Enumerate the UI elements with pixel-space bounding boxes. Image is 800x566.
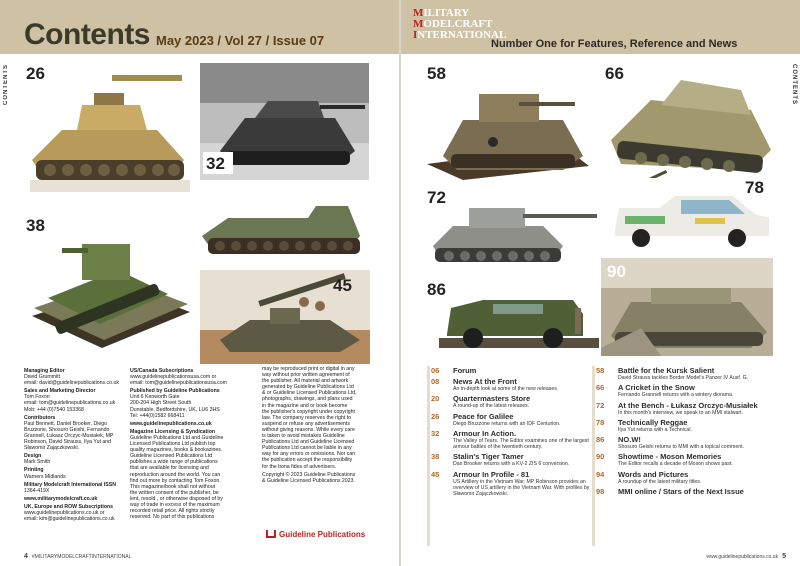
left-side-tab: CONTENTS	[3, 64, 9, 105]
toc-item[interactable]	[594, 487, 784, 496]
toc-page-number: 06	[431, 366, 440, 375]
toc-description: An in-depth look at some of the new releases.	[453, 386, 559, 392]
toc-page-number: 32	[431, 428, 440, 438]
toc-item[interactable]	[429, 452, 601, 467]
right-side-tab: CONTENTS	[791, 64, 797, 105]
toc-description: In this month's interview, we speak to an MMI stalwart.	[618, 409, 743, 416]
legal-line: the publication accept the responsibility	[262, 457, 353, 464]
credit-line: email: tom@guidelinepublications.co.uk	[24, 400, 116, 407]
toc-title: At the Bench - Łukasz Orczyc-Musiałek	[618, 400, 758, 410]
credit-block	[130, 421, 260, 427]
credit-line: find out more by contacting Tom Foxon.	[130, 477, 221, 484]
toc-description: Fernando Grannell returns with a wintery diorama.	[618, 392, 734, 399]
toc-page-number: 26	[431, 411, 440, 421]
credit-heading: Managing Editor	[24, 368, 65, 374]
credit-block	[130, 388, 260, 418]
toc-page-number: 38	[431, 452, 440, 462]
logo-word: ODELCRAFT	[423, 18, 493, 30]
credit-line: This magazine/book shall not without	[130, 483, 216, 490]
website-link[interactable]: www.guidelinepublications.co.uk	[130, 420, 212, 427]
legal-line: the publisher's copyright under copyright	[262, 408, 355, 415]
credits-column-3	[262, 366, 392, 484]
contents-title: Contents	[24, 18, 150, 51]
toc-column-left	[429, 366, 601, 500]
photo-kv-tank	[22, 208, 194, 364]
credit-line: Tom Foxon	[24, 394, 50, 401]
toc-item[interactable]	[429, 366, 601, 375]
toc-title: NO.W!	[618, 435, 641, 445]
toc-title: Peace for Galilee	[453, 411, 514, 421]
photo-number-66: 66	[605, 64, 624, 83]
credit-line: Bruzzone, Shosuro Geishi, Fernando	[24, 426, 110, 433]
toc-item[interactable]	[594, 452, 784, 467]
legal-line: is taken to avoid mistakes Guideline	[262, 433, 345, 440]
toc-page-number: 45	[431, 469, 440, 479]
photo-number-72: 72	[427, 188, 446, 207]
toc-title: Armour In Action.	[453, 428, 517, 438]
photo-number-90: 90	[607, 262, 626, 281]
toc-title: Technically Reggae	[618, 417, 688, 427]
credit-line: email: kim@guidelinepublications.co.uk	[24, 516, 115, 523]
toc-item[interactable]	[594, 418, 784, 433]
toc-title: Armour In Profile - 81	[453, 469, 530, 479]
credit-block	[130, 368, 260, 386]
toc-title: Stalin's Tiger Tamer	[453, 452, 524, 462]
toc-item[interactable]	[429, 394, 601, 409]
credits-column-2	[130, 366, 260, 520]
credit-block	[130, 429, 260, 520]
photo-number-78: 78	[745, 178, 764, 197]
credit-heading: UK, Europe and ROW Subscriptions	[24, 503, 114, 510]
photo-artillery	[200, 270, 370, 364]
credit-line: 200-204 High Street South	[130, 400, 192, 407]
toc-item[interactable]	[594, 435, 784, 450]
photo-winter-vehicle	[601, 60, 776, 178]
credit-line: www.guidelinepublications.co.uk or	[24, 509, 105, 516]
credit-line: Robinson, David Strauss, Ilya Yut and	[24, 439, 111, 446]
toc-title: Showtime - Moson Memories	[618, 452, 722, 462]
page-number-left: 4	[24, 553, 28, 560]
credit-line: reserved. No part of this publications	[130, 514, 215, 521]
toc-item[interactable]	[429, 429, 601, 451]
toc-title: MMI online / Stars of the Next Issue	[618, 487, 744, 497]
left-footer	[24, 553, 131, 560]
credit-heading: Design	[24, 453, 42, 460]
credit-line: that are available for licensing and	[130, 465, 209, 472]
toc-title: Words and Pictures	[618, 469, 689, 479]
credit-heading: Published by Guideline Publications	[130, 388, 220, 395]
toc-page-number: 78	[596, 417, 605, 427]
credit-line: Guideline Publications Ltd and Guideline	[130, 434, 224, 441]
legal-line: law. The company reserves the right to	[262, 414, 351, 421]
logo-letter: M	[413, 7, 424, 19]
toc-description: US Artillery in the Vietnam War. MP Robinson provides an overview of US artillery in the Vietnam War. With profiles by Sławomir Zajączkowski.	[453, 478, 590, 498]
toc-description: A roundup of the latest military titles.	[618, 478, 702, 485]
toc-description: The Valley of Tears. The Editor examines one of the largest armour battles of the twentieth century.	[453, 437, 589, 451]
toc-item[interactable]	[429, 377, 601, 392]
toc-title: A Cricket in the Snow	[618, 383, 695, 393]
footer-hashtag: #MILITARYMODELCRAFTINTERNATIONAL	[31, 554, 132, 560]
legal-line: Publications Ltd and Guideline Licensed	[262, 439, 355, 446]
photo-number-32-block	[203, 152, 233, 174]
logo-letter: M	[413, 18, 424, 30]
toc-page-number: 94	[596, 469, 605, 479]
toc-page-number: 58	[596, 366, 605, 375]
publisher-logo	[266, 530, 365, 539]
issue-line: May 2023 / Vol 27 / Issue 07	[156, 33, 325, 48]
credit-line: Mark Smith	[24, 459, 51, 466]
credit-line: the written consent of the publisher, be	[130, 489, 219, 496]
toc-item[interactable]	[429, 412, 601, 427]
credit-line: Tel: +44(0)1582 668411	[130, 412, 185, 419]
photo-technical-truck	[605, 178, 777, 254]
credit-line: Grannell, Łukasz Orczyc-Musiałek, MP	[24, 432, 114, 439]
credit-line: Unit 6 Kenworth Gate	[130, 394, 180, 401]
toc-page-number: 08	[431, 377, 440, 386]
toc-description: The Editor recalls a decade of Moson shows past.	[618, 461, 733, 468]
legal-line: way for any errors or omissions. Nor can	[262, 451, 356, 458]
toc-page-number: 90	[596, 452, 605, 462]
credit-heading: Sales and Marketing Director	[24, 388, 96, 395]
legal-line: Publications Ltd cannot be liable in any	[262, 445, 352, 452]
right-footer	[706, 553, 786, 560]
photo-stug-diorama	[601, 258, 773, 356]
toc-page-number: 72	[596, 400, 605, 410]
legal-line: in the magazine and or book become	[262, 402, 348, 409]
legal-line: generated by Guideline Publications Ltd	[262, 384, 354, 391]
toc-description: A round-up of the latest releases.	[453, 403, 530, 410]
toc-item[interactable]	[429, 470, 601, 498]
toc-item[interactable]	[594, 470, 784, 485]
website-link[interactable]: www.militarymodelcraft.co.uk	[24, 495, 98, 502]
toc-description: Ilya Yut returns with a Technical.	[618, 426, 692, 433]
photo-tracked-spg	[198, 190, 370, 268]
photo-armored-car	[423, 278, 599, 358]
credit-line: email: david@guidelinepublications.co.uk	[24, 380, 119, 387]
toc-description: Shosuro Geishi returns to MMI with a topical comment.	[618, 444, 744, 451]
toc-description: Dan Brooker returns with a KV-2 ZIS 6 conversion.	[453, 461, 570, 468]
credit-line: Sławomir Zajączkowski.	[24, 445, 80, 452]
toc-description: Diego Bruzzone returns with an IDF Centurion.	[453, 420, 561, 427]
credit-line: David Grummitt	[24, 374, 61, 381]
toc-item[interactable]	[594, 383, 784, 398]
credit-heading: Contributors	[24, 414, 56, 421]
credit-heading: Magazine Licensing & Syndication	[130, 428, 216, 435]
credit-line: publishes a wide range of publications	[130, 459, 218, 466]
credit-line: lent, resold , or otherwise disposed of by	[130, 495, 223, 502]
toc-page-number: 66	[596, 383, 605, 393]
legal-line: Copyright © 2023 Guideline Publications	[262, 471, 356, 478]
magazine-logo	[413, 8, 506, 41]
photo-number-86: 86	[427, 280, 446, 299]
legal-line: photographs, drawings, and plans used	[262, 396, 353, 403]
credit-line: www.guidelinepublicationsusa.com or	[130, 374, 217, 381]
publisher-logo-text: Guideline Publications	[279, 530, 366, 539]
credit-line: Guideline Licensed Publications Ltd	[130, 453, 213, 460]
left-page	[0, 0, 399, 566]
credit-line: reproduction around the world. You can	[130, 471, 221, 478]
credit-line: email: tom@guidelinepublicationsusa.com	[130, 380, 227, 387]
photo-number-32: 32	[206, 154, 225, 173]
magazine-tagline: Number One for Features, Reference and News	[491, 38, 738, 50]
logo-word: NTERNATIONAL	[417, 29, 507, 41]
legal-line: suspend or refuse any advertisements	[262, 420, 350, 427]
toc-column-right	[594, 366, 784, 498]
credit-line: quality magazines, books & bookazines.	[130, 447, 223, 454]
legal-line: without giving reasons. While every care	[262, 426, 355, 433]
toc-item[interactable]	[594, 366, 784, 381]
photo-number-58: 58	[427, 64, 446, 83]
toc-item[interactable]	[594, 401, 784, 416]
legal-line: & or Guideline Licensed Publications Ltd,	[262, 390, 357, 397]
credit-line: way of trade in excess of the maximum	[130, 501, 220, 508]
credit-line: Dunstable, Bedfordshire, UK, LU6 3HS	[130, 406, 220, 413]
legal-line: may be reproduced print or digital in any	[262, 366, 355, 372]
toc-title: Forum	[453, 366, 477, 375]
toc-page-number: 86	[596, 435, 605, 445]
logo-word: ILITARY	[423, 7, 470, 19]
toc-title: News At the Front	[453, 377, 517, 386]
photo-centurion-tank	[22, 60, 192, 198]
legal-line: & Guideline Licensed Publications 2023.	[262, 477, 355, 484]
photo-panzer-diorama	[423, 60, 593, 182]
photo-number-26: 26	[26, 64, 45, 83]
toc-title: Quartermasters Store	[453, 394, 531, 404]
credit-line: 1364-419X	[24, 487, 50, 494]
page-number-right: 5	[782, 553, 786, 560]
photo-tiger-tank	[423, 186, 601, 276]
toc-title: Battle for the Kursk Salient	[618, 366, 715, 375]
photo-number-38: 38	[26, 216, 45, 235]
photo-number-45: 45	[333, 276, 352, 295]
guideline-logo-icon	[266, 530, 276, 538]
footer-website: www.guidelinepublications.co.uk	[706, 554, 779, 560]
toc-description: David Strauss tackles Border Model's Panzer IV Ausf. G.	[618, 375, 749, 381]
credit-line: Paul Bennett, Daniel Brooker, Diego	[24, 420, 108, 427]
credit-heading: Printing	[24, 467, 44, 474]
toc-page-number: 98	[596, 487, 605, 497]
credit-line: Mob: +44 (0)7540 153368	[24, 406, 84, 413]
credit-line: Licensed Publications Ltd publish top	[130, 441, 216, 448]
logo-letter: I	[413, 29, 418, 41]
right-page	[401, 0, 800, 566]
credit-line: recorded retail price. All rights strictly	[130, 508, 215, 515]
legal-line: the publisher. All material and artwork	[262, 378, 349, 385]
credit-heading: Military Modelcraft International ISSN	[24, 481, 116, 488]
legal-line: way without prior written agreement of	[262, 372, 350, 379]
credit-line: Warners Midlands	[24, 473, 66, 480]
toc-page-number: 20	[431, 394, 440, 404]
credit-heading: US/Canada Subscriptions	[130, 368, 194, 374]
legal-line: for the bona fides of advertisers.	[262, 463, 337, 470]
